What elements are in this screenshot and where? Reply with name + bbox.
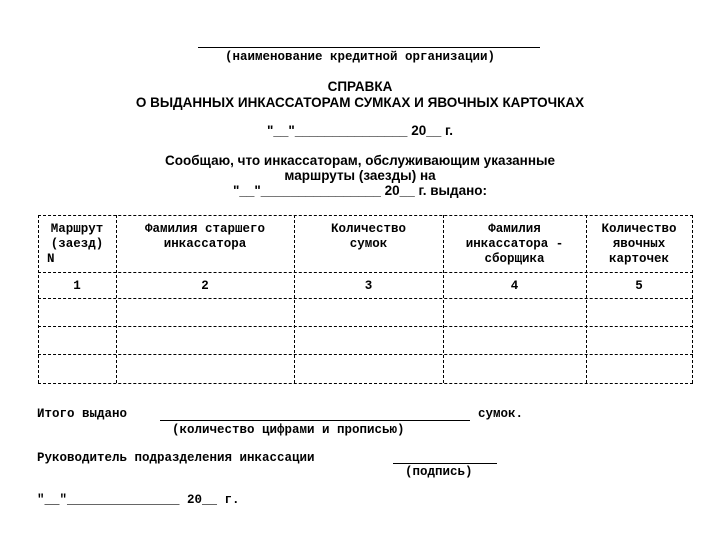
org-name-caption: (наименование кредитной организации): [224, 50, 496, 64]
column-number: 4: [510, 279, 519, 293]
total-label: Итого выдано: [37, 407, 128, 421]
intro-line-1: Сообщаю, что инкассаторам, обслуживающим указанные: [164, 153, 556, 168]
table-header-separator: [38, 272, 693, 273]
column-number: 3: [364, 279, 373, 293]
header-collector-name: Фамилия инкассатора - сборщика: [465, 222, 564, 266]
header-bag-count: Количество сумок: [330, 222, 406, 251]
footer-date: "__"_______________ 20__ г.: [37, 493, 240, 507]
signature-caption: (подпись): [405, 465, 473, 479]
intro-line-2: маршруты (заезды) на: [284, 168, 436, 183]
column-number: 5: [635, 279, 643, 293]
doc-date: "__"_______________ 20__ г.: [267, 123, 453, 138]
header-route: Маршрут (заезд) N: [47, 222, 104, 266]
doc-subtitle: О ВЫДАННЫХ ИНКАССАТОРАМ СУМКАХ И ЯВОЧНЫХ КАРТОЧКАХ: [135, 95, 585, 110]
column-number: 1: [73, 279, 81, 293]
header-senior-name: Фамилия старшего инкассатора: [144, 222, 266, 251]
doc-title: СПРАВКА: [327, 79, 393, 94]
signature-line: [393, 463, 497, 464]
total-caption: (количество цифрами и прописью): [172, 423, 405, 437]
head-label: Руководитель подразделения инкассации: [37, 451, 315, 465]
total-suffix: сумок.: [478, 407, 524, 421]
table-row-separator: [38, 354, 693, 355]
org-name-line: [198, 47, 540, 48]
intro-line-3: "__"________________ 20__ г. выдано:: [232, 183, 488, 198]
table-border-bottom: [38, 383, 693, 384]
total-fill-line: [160, 420, 470, 421]
table-row-separator: [38, 298, 693, 299]
table-row-separator: [38, 326, 693, 327]
header-card-count: Количество явочных карточек: [601, 222, 677, 266]
table-border-top: [38, 215, 693, 216]
table-col-border: [692, 215, 693, 383]
column-number: 2: [201, 279, 209, 293]
